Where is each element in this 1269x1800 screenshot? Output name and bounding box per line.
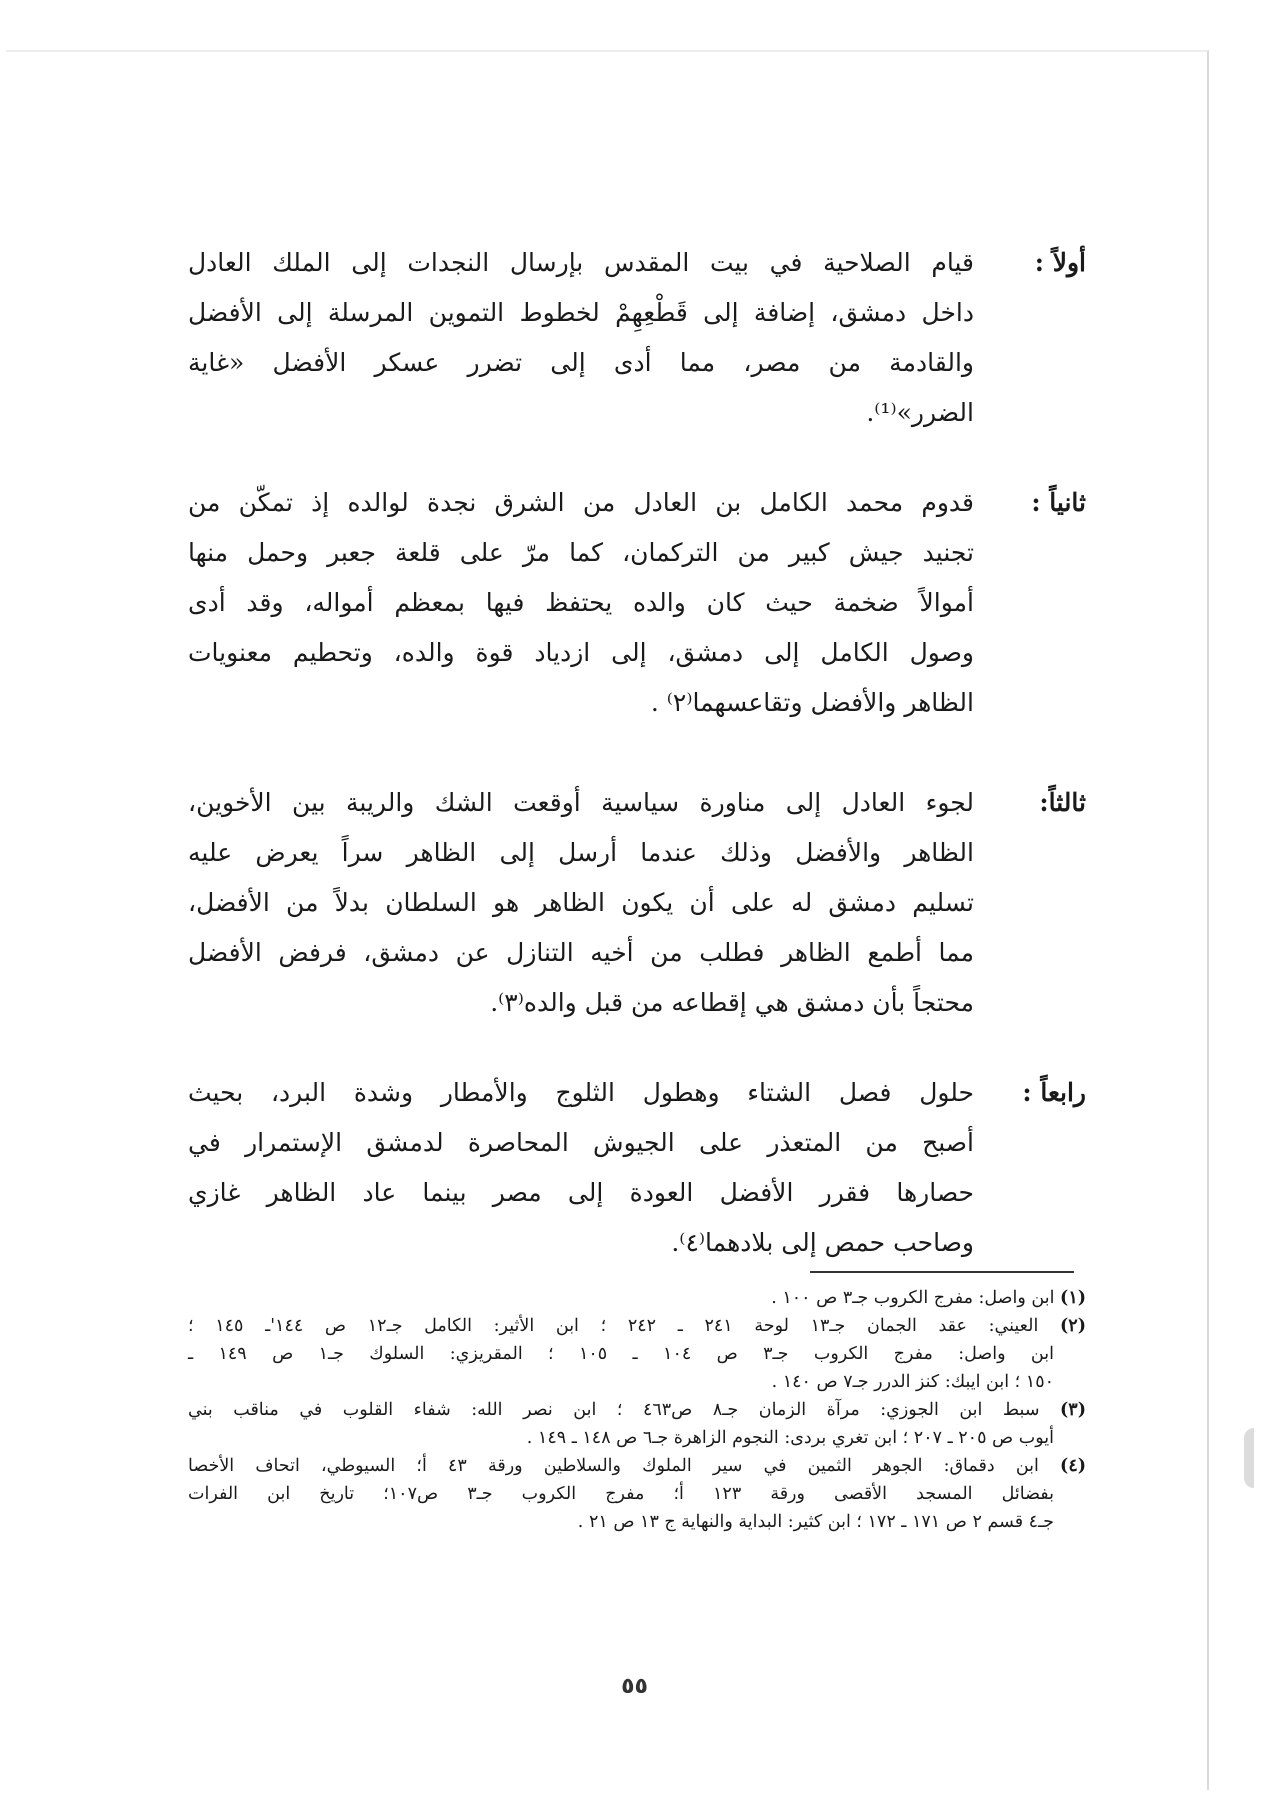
text-line: والقادمة من مصر، مما أدى إلى تضرر عسكر الأفضل «غاية: [188, 348, 974, 377]
point-label: ثالثاً:: [1039, 788, 1086, 817]
text-line: محتجاً بأن دمشق هي إقطاعه من قبل والده⁽٣⁾.: [490, 988, 974, 1017]
point-text: [188, 1068, 974, 1268]
text-line: الظاهر والأفضل وذلك عندما أرسل إلى الظاهر سراً يعرض عليه: [188, 838, 974, 867]
text-line: الضرر»⁽¹⁾.: [866, 398, 974, 427]
text-line: وصول الكامل إلى دمشق، إلى ازدياد قوة والده، وتحطيم معنويات: [188, 638, 974, 667]
point-label: رابعاً :: [1022, 1078, 1086, 1107]
page-edge-mark: [1244, 1428, 1254, 1488]
text-line: تجنيد جيش كبير من التركمان، كما مرّ على قلعة جعبر وحمل منها: [188, 538, 974, 567]
text-line: أموالاً ضخمة حيث كان والده يحتفظ فيها بمعظم أمواله، وقد أدى: [188, 588, 974, 617]
footnote-number: (١): [1060, 1288, 1086, 1308]
footnote-text: سبط ابن الجوزي: مرآة الزمان جـ٨ ص٤٦٣ ؛ ابن نصر الله: شفاء القلوب في مناقب بني: [188, 1400, 1040, 1420]
footnote-line: [188, 1396, 1086, 1424]
text-line: الظاهر والأفضل وتقاعسهما⁽٢⁾ .: [650, 688, 974, 717]
footnote-line: بفضائل المسجد الأقصى ورقة ١٢٣ أ؛ مفرج الكروب جـ٣ ص١٠٧؛ تاريخ ابن الفرات: [188, 1484, 1054, 1504]
text-line: حلول فصل الشتاء وهطول الثلوج والأمطار وشدة البرد، بحيث: [188, 1078, 974, 1107]
footnote-text: العيني: عقد الجمان جـ١٣ لوحة ٢٤١ ـ ٢٤٢ ؛ ابن الأثير: الكامل جـ١٢ ص ١٤٤'ـ ١٤٥ ؛: [188, 1316, 1039, 1336]
footnote-separator: [810, 1271, 1074, 1273]
text-line: تسليم دمشق له على أن يكون الظاهر هو السلطان بدلاً من الأفضل،: [188, 888, 974, 917]
footnote-line: أيوب ص ٢٠٥ ـ ٢٠٧ ؛ ابن تغري بردى: النجوم الزاهرة جـ٦ ص ١٤٨ ـ ١٤٩ .: [526, 1428, 1054, 1448]
point-text: [188, 478, 974, 728]
footnote-line: ١٥٠ ؛ ابن ايبك: كنز الدرر جـ٧ ص ١٤٠ .: [771, 1372, 1054, 1392]
text-line: قدوم محمد الكامل بن العادل من الشرق نجدة لوالده إذ تمكّن من: [188, 488, 974, 517]
footnote-line: [188, 1452, 1086, 1480]
footnote-line: [188, 1312, 1086, 1340]
footnote-line: ابن واصل: مفرج الكروب جـ٣ ص ١٠٤ ـ ١٠٥ ؛ المقريزي: السلوك جـ١ ص ١٤٩ ـ: [188, 1344, 1054, 1364]
point-label: أولاً :: [1034, 248, 1086, 277]
text-line: أصبح من المتعذر على الجيوش المحاصرة لدمشق الإستمرار في: [188, 1128, 974, 1157]
text-line: داخل دمشق، إضافة إلى قَطْعِهِمْ لخطوط التموين المرسلة إلى الأفضل: [188, 298, 974, 327]
point-text: [188, 778, 974, 1028]
footnote-number: (٤): [1060, 1456, 1086, 1476]
footnote-text: ابن دقماق: الجوهر الثمين في سير الملوك والسلاطين ورقة ٤٣ أ؛ السيوطي، اتحاف الأخصا: [188, 1456, 1039, 1476]
page-number: ٥٥: [621, 1674, 648, 1699]
text-line: مما أطمع الظاهر فطلب من أخيه التنازل عن دمشق، فرفض الأفضل: [188, 938, 974, 967]
footnote-text: ابن واصل: مفرج الكروب جـ٣ ص ١٠٠ .: [771, 1288, 1055, 1308]
text-line: قيام الصلاحية في بيت المقدس بإرسال النجدات إلى الملك العادل: [188, 248, 974, 277]
footnote-line: [188, 1284, 1086, 1312]
footnotes: [188, 1284, 1086, 1536]
text-line: لجوء العادل إلى مناورة سياسية أوقعت الشك والريبة بين الأخوين،: [188, 788, 974, 817]
point-text: [188, 238, 974, 438]
footnote-number: (٢): [1060, 1316, 1086, 1336]
point-label: ثانياً :: [1031, 488, 1086, 517]
text-line: وصاحب حمص إلى بلادهما⁽٤⁾.: [671, 1228, 974, 1257]
text-line: حصارها فقرر الأفضل العودة إلى مصر بينما عاد الظاهر غازي: [188, 1178, 974, 1207]
footnote-number: (٣): [1060, 1400, 1086, 1420]
footnote-line: جـ٤ قسم ٢ ص ١٧١ ـ ١٧٢ ؛ ابن كثير: البداية والنهاية ج ١٣ ص ٢١ .: [577, 1512, 1054, 1532]
